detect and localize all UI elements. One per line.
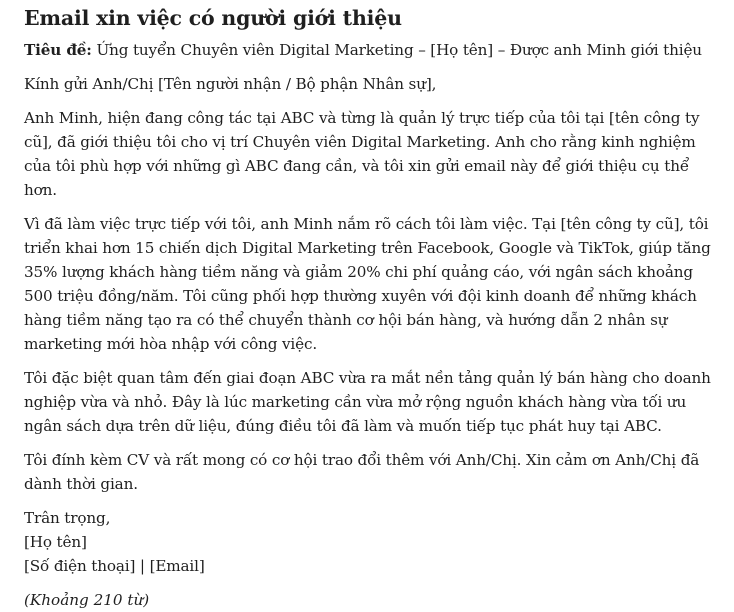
paragraph-closing: Tôi đính kèm CV và rất mong có cơ hội trao đổi thêm với Anh/Chị. Xin cảm ơn Anh/Chị đã dành thời gian. [24,451,700,493]
greeting: Kính gửi Anh/Chị [Tên người nhận / Bộ phận Nhân sự], [24,75,437,93]
subject-text: Ứng tuyển Chuyên viên Digital Marketing – [Họ tên] – Được anh Minh giới thiệu [91,41,702,59]
paragraph-referral: Anh Minh, hiện đang công tác tại ABC và từng là quản lý trực tiếp của tôi tại [tên công ty cũ], đã giới thiệu tôi cho vị trí Chuyên viên Digital Marketing. Anh cho rằng kinh nghiệm của tôi phù hợp với những gì ABC đang cần, và tôi xin gửi email này để giới thiệu cụ thể hơn. [24,109,700,199]
signature-contact: [Số điện thoại] | [Email] [24,557,205,575]
paragraph-interest: Tôi đặc biệt quan tâm đến giai đoạn ABC vừa ra mắt nền tảng quản lý bán hàng cho doanh nghiệp vừa và nhỏ. Đây là lúc marketing cần vừa mở rộng nguồn khách hàng vừa tối ưu ngân sách dựa trên dữ liệu, đúng điều tôi đã làm và muốn tiếp tục phát huy tại ABC. [24,369,711,435]
subject-label: Tiêu đề: [24,41,92,59]
word-count-note: (Khoảng 210 từ) [24,591,150,609]
subject-line [24,38,714,62]
page-title: Email xin việc có người giới thiệu [24,6,402,30]
paragraph-experience: Vì đã làm việc trực tiếp với tôi, anh Minh nắm rõ cách tôi làm việc. Tại [tên công ty cũ], tôi triển khai hơn 15 chiến dịch Digital Marketing trên Facebook, Google và TikTok, giúp tăng 35% lượng khách hàng tiềm năng và giảm 20% chi phí quảng cáo, với ngân sách khoảng 500 triệu đồng/năm. Tôi cũng phối hợp thường xuyên với đội kinh doanh để những khách hàng tiềm năng tạo ra có thể chuyển thành cơ hội bán hàng, và hướng dẫn 2 nhân sự marketing mới hòa nhập với công việc. [24,215,711,353]
signature-name: [Họ tên] [24,533,87,551]
signature-block [24,506,714,578]
email-document [0,4,714,612]
signature-closing: Trân trọng, [24,509,111,527]
